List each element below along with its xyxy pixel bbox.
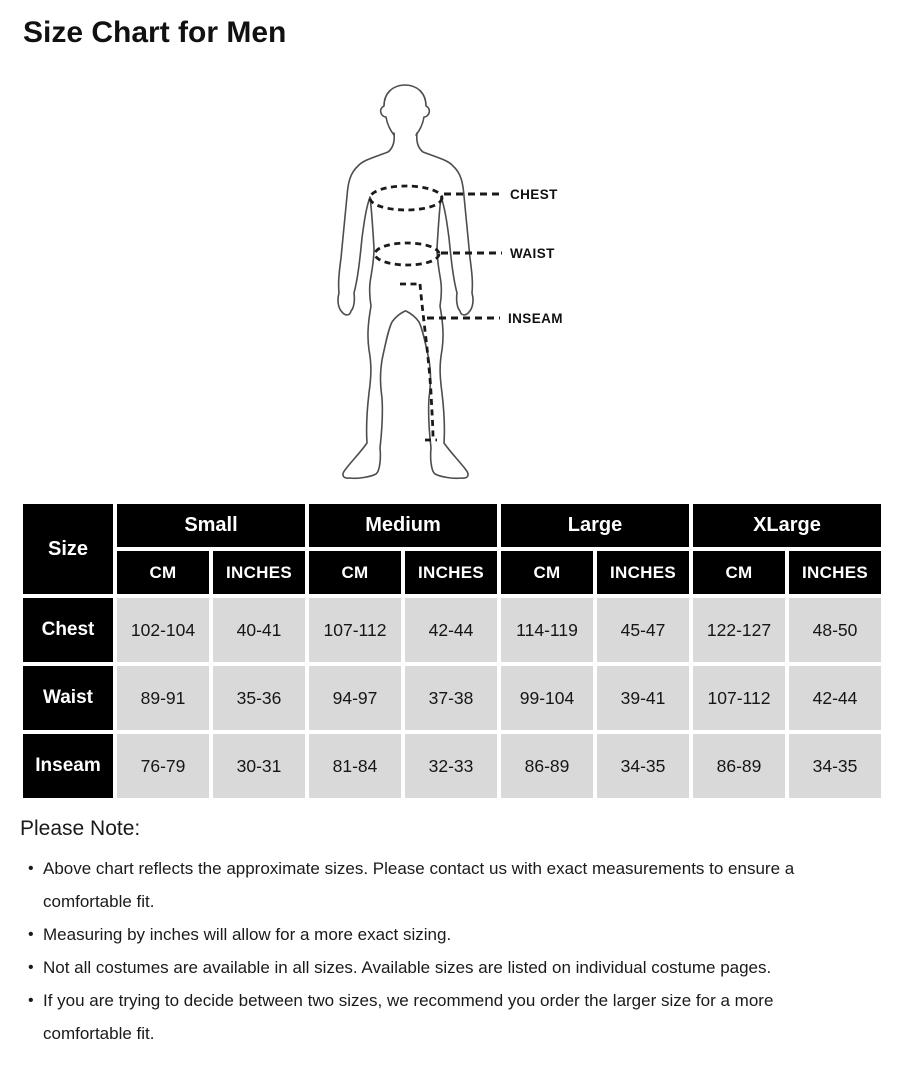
note-item — [20, 984, 865, 1050]
bullet-icon: • — [28, 992, 34, 1009]
chest-small-cm: 102-104 — [117, 598, 209, 662]
inseam-medium-cm: 81-84 — [309, 734, 401, 798]
row-label-chest: Chest — [23, 598, 113, 662]
unit-header-cm: CM — [501, 551, 593, 594]
note-text: If you are trying to decide between two sizes, we recommend you order the larger size for a more comfortable fit. — [43, 991, 774, 1043]
unit-header-inches: INCHES — [597, 551, 689, 594]
body-figure-svg — [330, 78, 620, 500]
inseam-large-inches: 34-35 — [597, 734, 689, 798]
page-title: Size Chart for Men — [23, 16, 287, 49]
bullet-icon: • — [28, 959, 34, 976]
table-row-chest — [23, 598, 881, 662]
unit-header-cm: CM — [117, 551, 209, 594]
waist-label: WAIST — [510, 246, 555, 261]
inseam-medium-inches: 32-33 — [405, 734, 497, 798]
group-header-small: Small — [117, 504, 305, 547]
bullet-icon: • — [28, 926, 34, 943]
unit-header-cm: CM — [693, 551, 785, 594]
waist-small-inches: 35-36 — [213, 666, 305, 730]
waist-large-inches: 39-41 — [597, 666, 689, 730]
chest-label: CHEST — [510, 187, 558, 202]
size-corner-header: Size — [23, 504, 113, 594]
chest-xlarge-cm: 122-127 — [693, 598, 785, 662]
waist-xlarge-inches: 42-44 — [789, 666, 881, 730]
note-text: Measuring by inches will allow for a more exact sizing. — [43, 925, 452, 944]
size-table — [19, 500, 885, 802]
chest-xlarge-inches: 48-50 — [789, 598, 881, 662]
inseam-label: INSEAM — [508, 311, 563, 326]
note-text: Above chart reflects the approximate sizes. Please contact us with exact measurements to ensure a comfortable fit. — [43, 859, 795, 911]
note-item — [20, 918, 865, 951]
bullet-icon: • — [28, 860, 34, 877]
head-outline — [381, 85, 430, 135]
chest-medium-cm: 107-112 — [309, 598, 401, 662]
note-item — [20, 852, 865, 918]
group-header-medium: Medium — [309, 504, 497, 547]
unit-header-inches: INCHES — [213, 551, 305, 594]
notes-section — [0, 816, 905, 1050]
row-label-waist: Waist — [23, 666, 113, 730]
inseam-large-cm: 86-89 — [501, 734, 593, 798]
inseam-xlarge-cm: 86-89 — [693, 734, 785, 798]
inseam-small-inches: 30-31 — [213, 734, 305, 798]
unit-header-inches: INCHES — [405, 551, 497, 594]
unit-header-cm: CM — [309, 551, 401, 594]
chest-medium-inches: 42-44 — [405, 598, 497, 662]
group-header-xlarge: XLarge — [693, 504, 881, 547]
chest-measure-ellipse — [370, 186, 442, 210]
waist-large-cm: 99-104 — [501, 666, 593, 730]
waist-medium-cm: 94-97 — [309, 666, 401, 730]
inseam-xlarge-inches: 34-35 — [789, 734, 881, 798]
note-text: Not all costumes are available in all sizes. Available sizes are listed on individual costume pages. — [43, 958, 772, 977]
group-header-large: Large — [501, 504, 689, 547]
body-left-outline — [338, 133, 405, 478]
chest-large-cm: 114-119 — [501, 598, 593, 662]
unit-header-inches: INCHES — [789, 551, 881, 594]
waist-measure-ellipse — [375, 243, 439, 265]
waist-xlarge-cm: 107-112 — [693, 666, 785, 730]
notes-heading: Please Note: — [20, 817, 141, 840]
chest-small-inches: 40-41 — [213, 598, 305, 662]
table-row-waist — [23, 666, 881, 730]
table-row-inseam — [23, 734, 881, 798]
waist-small-cm: 89-91 — [117, 666, 209, 730]
chest-large-inches: 45-47 — [597, 598, 689, 662]
body-right-outline — [406, 133, 473, 478]
waist-medium-inches: 37-38 — [405, 666, 497, 730]
body-measurement-diagram — [0, 52, 905, 500]
inseam-measure-line — [400, 284, 437, 440]
row-label-inseam: Inseam — [23, 734, 113, 798]
note-item — [20, 951, 865, 984]
inseam-small-cm: 76-79 — [117, 734, 209, 798]
